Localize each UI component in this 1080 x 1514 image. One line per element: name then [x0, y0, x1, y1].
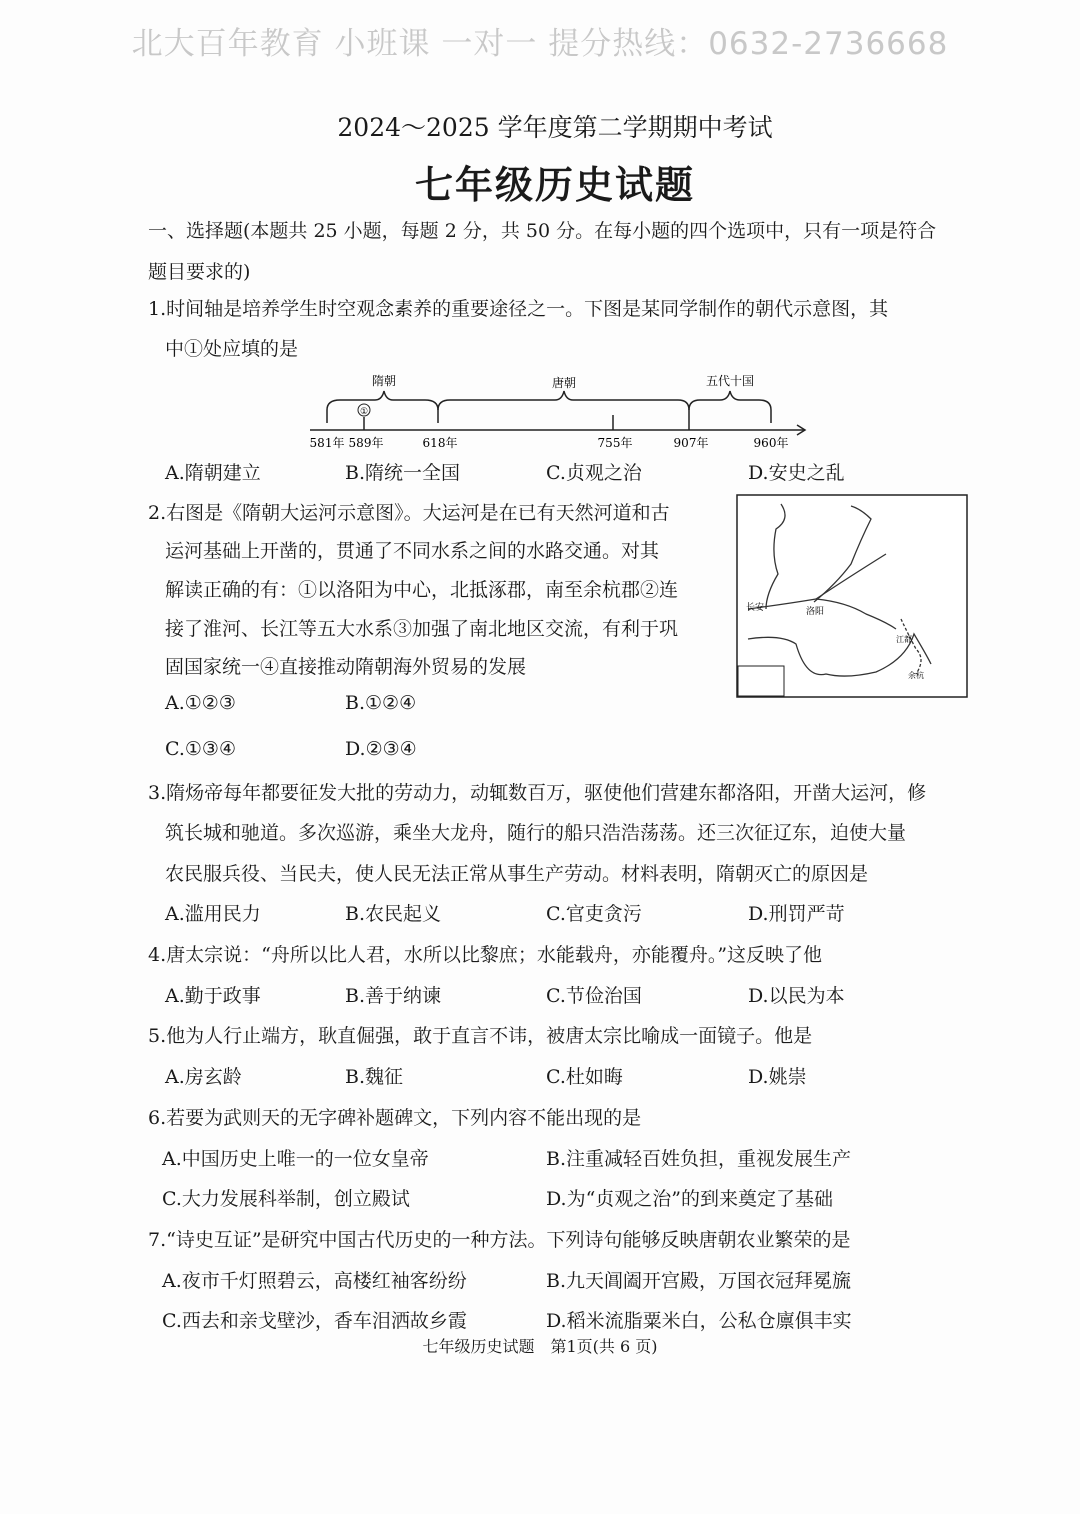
- period-label: 隋朝: [371, 374, 397, 388]
- question-text: 2.右图是《隋朝大运河示意图》。大运河是在已有天然河道和古: [148, 502, 670, 524]
- option: C.①③④: [165, 738, 236, 760]
- option: B.注重减轻百姓负担，重视发展生产: [546, 1148, 852, 1170]
- option: B.①②④: [345, 692, 417, 714]
- option: D.安史之乱: [748, 462, 845, 484]
- question-text: 筑长城和驰道。多次巡游，乘坐大龙舟，随行的船只浩浩荡荡。还三次征辽东，迫使大量: [165, 822, 907, 844]
- question-text: 农民服兵役、当民夫，使人民无法正常从事生产劳动。材料表明，隋朝灭亡的原因是: [165, 863, 869, 885]
- option: A.夜市千灯照碧云，高楼红袖客纷纷: [162, 1270, 467, 1292]
- map-label: 洛阳: [806, 607, 825, 617]
- watermark: 北大百年教育 小班课 一对一 提分热线：0632-2736668: [131, 26, 949, 62]
- tick-label: 907年: [673, 436, 709, 450]
- exam-title: 2024～2025 学年度第二学期期中考试: [337, 113, 773, 142]
- question-text: 4.唐太宗说：“舟所以比人君，水所以比黎庶；水能载舟，亦能覆舟。”这反映了他: [148, 944, 823, 966]
- option: D.姚崇: [748, 1066, 807, 1088]
- map-label: 长安: [746, 603, 765, 613]
- option: C.官吏贪污: [546, 903, 642, 925]
- map-label: 江都: [896, 635, 912, 644]
- option: B.魏征: [345, 1066, 404, 1088]
- option: C.杜如晦: [546, 1066, 623, 1088]
- option: D.刑罚严苛: [748, 903, 845, 925]
- question-text: 固国家统一④直接推动隋朝海外贸易的发展: [165, 656, 527, 678]
- option: D.为“贞观之治”的到来奠定了基础: [546, 1188, 834, 1210]
- question-text: 3.隋炀帝每年都要征发大批的劳动力，动辄数百万，驱使他们营建东都洛阳，开凿大运河，修: [148, 782, 927, 804]
- question-text: 解读正确的有：①以洛阳为中心，北抵涿郡，南至余杭郡②连: [165, 579, 679, 601]
- timeline-diagram: [300, 365, 820, 455]
- option: C.节俭治国: [546, 985, 642, 1007]
- option: A.滥用民力: [165, 903, 261, 925]
- period-label: 五代十国: [705, 374, 755, 388]
- option: C.贞观之治: [546, 462, 642, 484]
- tick-label: 960年: [753, 436, 789, 450]
- option: D.②③④: [345, 738, 417, 760]
- question-text: 接了淮河、长江等五大水系③加强了南北地区交流，有利于巩: [165, 618, 679, 640]
- option: D.稻米流脂粟米白，公私仓廪俱丰实: [546, 1310, 852, 1332]
- option: B.九天阊阖开宫殿，万国衣冠拜冕旒: [546, 1270, 852, 1292]
- option: A.①②③: [165, 692, 236, 714]
- question-text: 7.“诗史互证”是研究中国古代历史的一种方法。下列诗句能够反映唐朝农业繁荣的是: [148, 1229, 851, 1251]
- section-heading: 题目要求的): [148, 261, 251, 283]
- option: C.大力发展科举制，创立殿试: [162, 1188, 410, 1210]
- map-label: 余杭: [908, 671, 924, 680]
- option: A.隋朝建立: [165, 462, 261, 484]
- tick-label: 589年: [348, 436, 384, 450]
- grand-canal-map: [736, 494, 968, 698]
- question-text: 5.他为人行止端方，耿直倔强，敢于直言不讳，被唐太宗比喻成一面镜子。他是: [148, 1025, 813, 1047]
- option: B.隋统一全国: [345, 462, 461, 484]
- exam-subtitle: 七年级历史试题: [414, 162, 695, 207]
- question-text: 6.若要为武则天的无字碑补题碑文，下列内容不能出现的是: [148, 1107, 642, 1129]
- question-text: 1.时间轴是培养学生时空观念素养的重要途径之一。下图是某同学制作的朝代示意图，其: [148, 298, 889, 320]
- option: C.西去和亲戈壁沙，香车泪洒故乡霞: [162, 1310, 467, 1332]
- option: A.房玄龄: [165, 1066, 242, 1088]
- option: B.农民起义: [345, 903, 442, 925]
- period-label: 唐朝: [551, 376, 577, 390]
- tick-label: 618年: [422, 436, 458, 450]
- question-text: 运河基础上开凿的，贯通了不同水系之间的水路交通。对其: [165, 540, 660, 562]
- section-heading: 一、选择题(本题共 25 小题，每题 2 分，共 50 分。在每小题的四个选项中，只有一项是符合: [148, 220, 937, 242]
- option: D.以民为本: [748, 985, 845, 1007]
- timeline-marker: ①: [359, 407, 369, 417]
- option: A.勤于政事: [165, 985, 261, 1007]
- tick-label: 581年: [309, 436, 345, 450]
- tick-label: 755年: [597, 436, 633, 450]
- option: B.善于纳谏: [345, 985, 442, 1007]
- question-text: 中①处应填的是: [165, 338, 299, 360]
- option: A.中国历史上唯一的一位女皇帝: [162, 1148, 429, 1170]
- page-footer: 七年级历史试题 第1页(共 6 页): [422, 1337, 658, 1356]
